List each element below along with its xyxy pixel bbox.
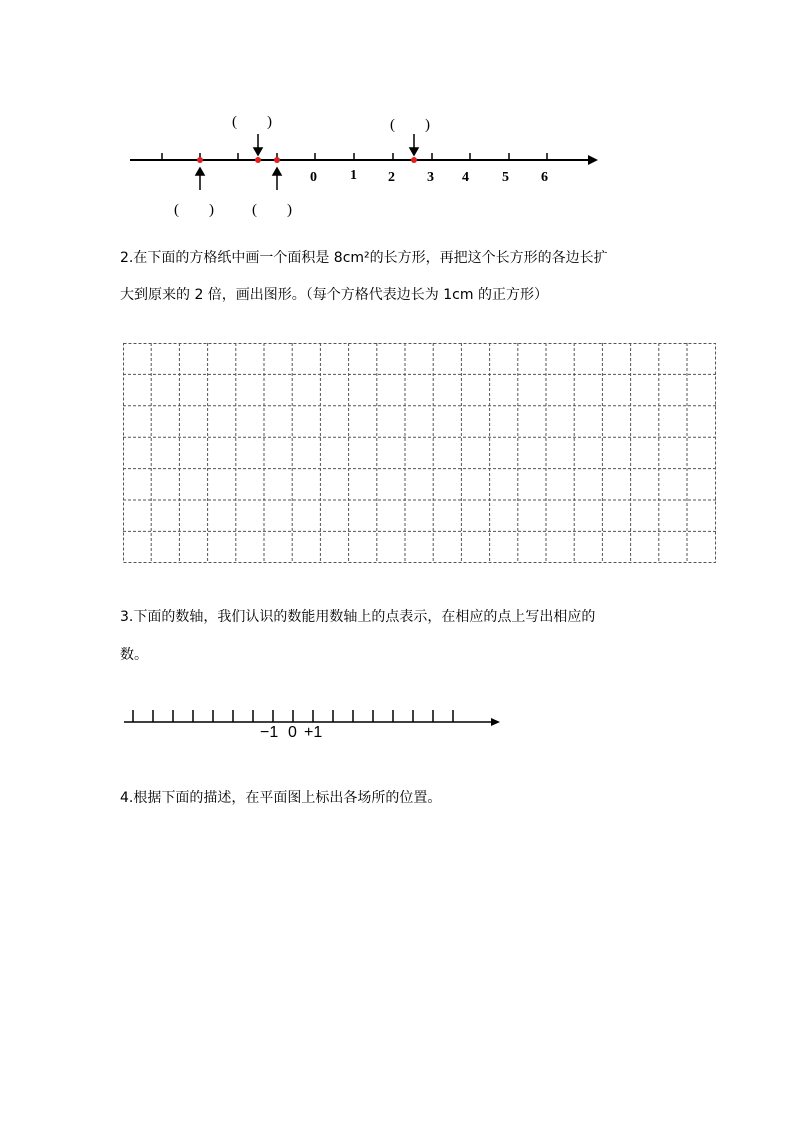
grid-border <box>124 344 716 563</box>
point <box>197 157 203 163</box>
arrows-up <box>196 168 281 190</box>
axis-label-0: 0 <box>310 170 317 185</box>
answer-blank-below[interactable]: ( ) <box>252 202 292 218</box>
axis-arrow-icon <box>491 718 500 726</box>
axis-label-plus-1: +1 <box>304 724 323 741</box>
axis-label-0: 0 <box>288 724 297 741</box>
question-2-line-1: 2.在下面的方格纸中画一个面积是 8cm²的长方形，再把这个长方形的各边长扩 <box>120 250 608 266</box>
question-2-line-2: 大到原来的 2 倍，画出图形。（每个方格代表边长为 1cm 的正方形） <box>120 287 548 303</box>
axis-label-5: 5 <box>502 170 509 185</box>
axis-label-2: 2 <box>388 170 395 185</box>
number-line-3 <box>120 700 510 750</box>
ticks <box>162 153 547 160</box>
grid-paper[interactable] <box>123 343 716 563</box>
grid-paper-svg <box>123 343 716 563</box>
arrows-down <box>254 134 418 155</box>
question-3-line-2: 数。 <box>120 647 148 663</box>
axis-label-1: 1 <box>350 168 357 183</box>
axis-label-6: 6 <box>541 170 548 185</box>
axis-arrow-icon <box>588 155 598 165</box>
axis-label-3: 3 <box>427 170 434 185</box>
number-line-1 <box>120 100 620 230</box>
point <box>255 157 261 163</box>
answer-blank-above[interactable]: ( ) <box>232 114 272 130</box>
ticks <box>133 710 453 722</box>
point <box>274 157 280 163</box>
answer-blank-above[interactable]: ( ) <box>390 117 430 133</box>
question-4-line-1: 4.根据下面的描述，在平面图上标出各场所的位置。 <box>120 790 442 806</box>
answer-blank-below[interactable]: ( ) <box>174 202 214 218</box>
axis-label-4: 4 <box>462 170 469 185</box>
axis-label-minus-1: −1 <box>260 724 279 741</box>
question-3-line-1: 3.下面的数轴，我们认识的数能用数轴上的点表示，在相应的点上写出相应的 <box>120 609 596 625</box>
point <box>411 157 417 163</box>
